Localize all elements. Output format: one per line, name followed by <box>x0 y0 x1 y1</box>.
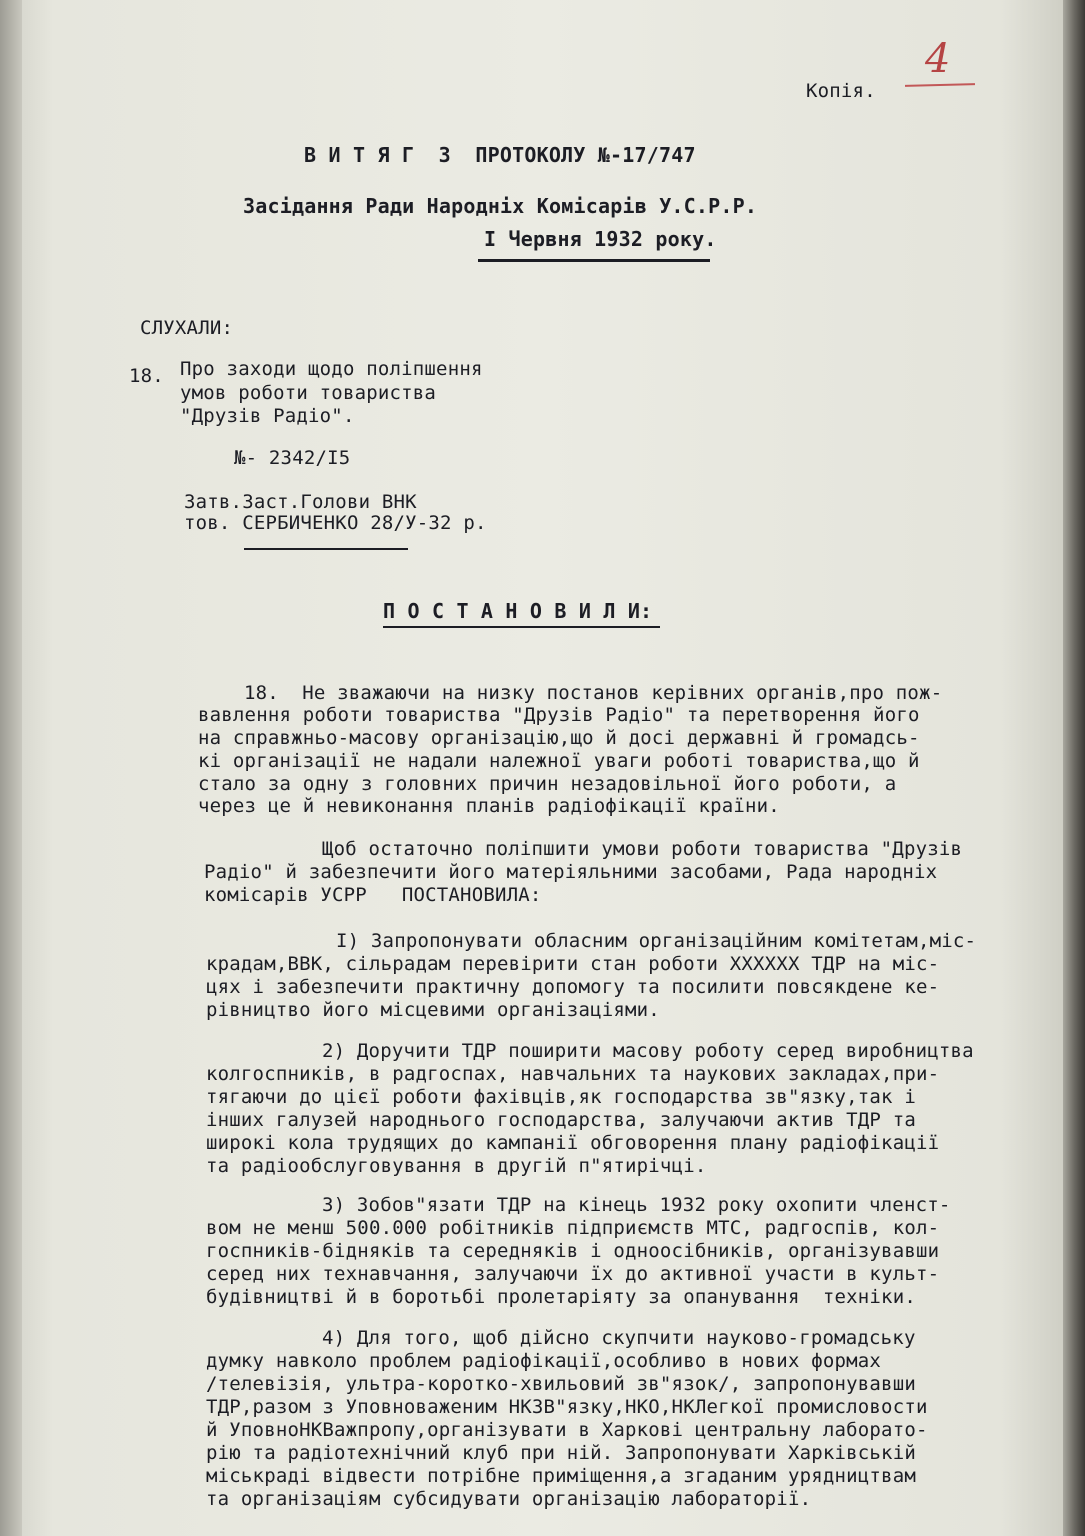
resolution-line: широкі кола трудящих до кампанії обговорення плану радіофікації <box>206 1132 940 1154</box>
resolution-line: вом не менш 500.000 робітників підприємств МТС, радгоспів, кол- <box>206 1217 940 1239</box>
resolution-line: крадам,ВВК, сільрадам перевірити стан роботи ХХХХХХ ТДР на міс- <box>206 953 940 975</box>
resolution-line: 2) Доручити ТДР поширити масову роботу серед виробництва <box>322 1040 974 1062</box>
heard-item-line: Про заходи щодо поліпшення <box>180 358 483 380</box>
resolution-line: кі організації не надали належної уваги роботі товариства,що й <box>198 750 920 772</box>
resolution-line: 18. Не зважаючи на низку постанов керівних органів,про пож- <box>244 682 943 704</box>
date-line: I Червня 1932 року. <box>484 227 717 251</box>
heard-item-line: умов роботи товариства <box>180 382 437 404</box>
heard-item-line: "Друзів Радіо". <box>180 405 355 427</box>
folio-number: 4 <box>925 36 951 82</box>
resolution-line: I) Запропонувати обласним організаційним комітетам,міс- <box>336 930 977 952</box>
resolution-line: на справжньо-масову організацію,що й досі державні й громадсь- <box>198 727 920 749</box>
resolution-line: рію та радіотехнічний клуб при ній. Запропонувати Харківській <box>206 1442 916 1464</box>
approval-underline <box>244 548 408 550</box>
resolution-line: тягаючи до цієї роботи фахівців,як господарства зв"язку,так і <box>206 1086 916 1108</box>
resolution-line: Щоб остаточно поліпшити умови роботи товариства "Друзів <box>322 838 963 860</box>
resolution-line: госпників-бідняків та середняків і одноосібників, організувавши <box>206 1240 940 1262</box>
resolution-line: й УповноНКВажпропу,організувати в Харкові центральну лаборато- <box>206 1419 928 1441</box>
reference-number: №- 2342/I5 <box>234 447 351 469</box>
resolution-line: рівництво його місцевими організаціями. <box>206 999 660 1021</box>
resolution-line: цях і забезпечити практичну допомогу та посилити повсякдене ке- <box>206 976 940 998</box>
resolution-line: міськраді відвести потрібне приміщення,а згаданим урядництвам <box>206 1465 916 1487</box>
copy-label: Копія. <box>806 80 876 102</box>
resolution-line: ТДР,разом з Уповноваженим НКЗВ"язку,НКО,НКЛегкої промисловости <box>206 1396 928 1418</box>
resolution-line: 3) Зобов"язати ТДР на кінець 1932 року охопити членст- <box>322 1194 951 1216</box>
resolution-line: думку навколо проблем радіофікації,особливо в нових формах <box>206 1350 882 1372</box>
resolution-line: комісарів УСРР ПОСТАНОВИЛА: <box>204 884 542 906</box>
resolution-line: та радіообслуговування в другій п"ятирічці. <box>206 1155 707 1177</box>
resolved-underline <box>383 626 660 628</box>
approval-line: тов. СЕРБИЧЕНКО 28/У-32 р. <box>184 512 487 534</box>
approval-line: Затв.Заст.Голови ВНК <box>184 491 417 513</box>
resolution-line: через це й невиконання планів радіофікації країни. <box>198 795 780 817</box>
resolution-line: Радіо" й забезпечити його матеріяльними засобами, Рада народніх <box>204 861 938 883</box>
resolved-label: П О С Т А Н О В И Л И: <box>383 599 653 623</box>
resolution-line: серед них технавчання, залучаючи їх до активної участи в культ- <box>206 1263 940 1285</box>
binding-shadow <box>0 0 22 1536</box>
resolution-line: вавлення роботи товариства "Друзів Радіо" та перетворення його <box>198 704 920 726</box>
resolution-line: 4) Для того, щоб дійсно скупчити науково-громадську <box>322 1327 916 1349</box>
resolution-line: інших галузей народнього господарства, залучаючи актив ТДР та <box>206 1109 916 1131</box>
resolution-line: колгоспників, в радгоспах, навчальних та наукових закладах,при- <box>206 1063 940 1085</box>
heard-label: СЛУХАЛИ: <box>140 317 234 339</box>
meeting-line: Засідання Ради Народніх Комісарів У.С.Р.Р. <box>243 194 758 218</box>
document-title: В И Т Я Г З ПРОТОКОЛУ №-17/747 <box>304 143 696 167</box>
resolution-line: та організаціям субсидувати організацію лабораторії. <box>206 1488 812 1510</box>
resolution-line: будівництві й в боротьбі пролетаріяту за опанування техніки. <box>206 1286 916 1308</box>
resolution-line: стало за одну з головних причин незадовільної його роботи, а <box>198 773 897 795</box>
date-underline <box>478 259 710 262</box>
page-edge-shadow <box>1063 0 1085 1536</box>
heard-item-number: 18. <box>129 365 164 387</box>
resolution-line: /телевізія, ультра-коротко-хвильовий зв"язок/, запропонувавши <box>206 1373 916 1395</box>
